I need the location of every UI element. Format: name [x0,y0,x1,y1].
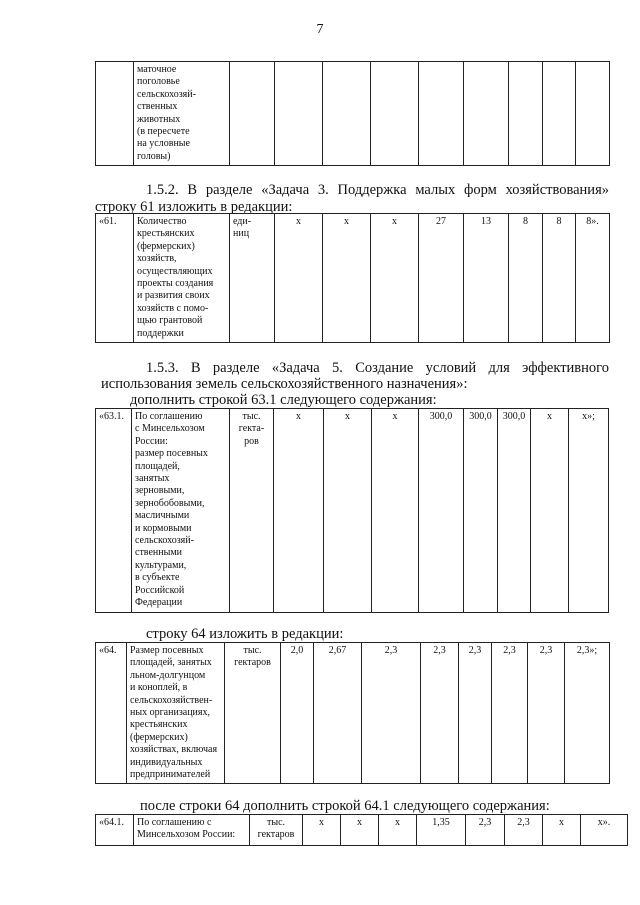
cell-value: х»; [569,409,609,613]
cell-value: 8 [543,214,576,343]
cell-number [96,62,134,166]
cell-unit [230,62,275,166]
cell-value [576,62,610,166]
cell-value: 13 [464,214,509,343]
cell-unit: тыс. гектаров [250,815,303,846]
cell-value [371,62,419,166]
paragraph-1-5-2-line2: строку 61 изложить в редакции: [95,199,293,215]
page-number: 7 [316,22,324,37]
cell-unit: тыс. гекта- ров [230,409,274,613]
cell-value: 2,3 [528,643,565,784]
cell-value: х [379,815,417,846]
cell-value: х [341,815,379,846]
cell-value [543,62,576,166]
paragraph-after-row-64: после строки 64 дополнить строкой 64.1 следующего содержания: [140,798,550,814]
cell-number: «64.1. [96,815,134,846]
cell-value: 2,3 [505,815,543,846]
cell-value [275,62,323,166]
cell-value: 8 [509,214,543,343]
cell-value: х [531,409,569,613]
paragraph-1-5-2-line1: 1.5.2. В разделе «Задача 3. Поддержка малых форм хозяйствования» [146,182,609,198]
cell-number: «64. [96,643,127,784]
cell-value: х [324,409,372,613]
paragraph-row-64: строку 64 изложить в редакции: [146,626,344,642]
cell-value: 27 [419,214,464,343]
paragraph-1-5-3-line1: 1.5.3. В разделе «Задача 5. Создание условий для эффективного [146,360,609,376]
paragraph-1-5-3-line3: дополнить строкой 63.1 следующего содержания: [130,392,437,408]
cell-value [323,62,371,166]
cell-value [464,62,509,166]
cell-value: 2,3 [421,643,459,784]
table-row-64 [95,642,610,784]
cell-value: 2,0 [281,643,314,784]
cell-value: х». [581,815,628,846]
cell-value: 2,3 [459,643,492,784]
cell-value: 2,3 [466,815,505,846]
cell-value [509,62,543,166]
cell-value: х [275,214,323,343]
table-row-61 [95,213,610,343]
cell-indicator: По соглашению с Минсельхозом России: [134,815,250,846]
cell-indicator: Количество крестьянских (фермерских) хозяйств, осуществляющих проекты создания и развития своих хозяйств с помо- щью грантовой поддержки [134,214,230,343]
table-row [96,62,610,166]
cell-value: х [323,214,371,343]
table-row-64-1 [95,814,628,846]
table-row-63-1 [95,408,609,613]
table-row [96,409,609,613]
table-row [96,214,610,343]
cell-value: 2,3 [362,643,421,784]
table-row [96,643,610,784]
cell-unit: еди- ниц [230,214,275,343]
cell-indicator: маточное поголовье сельскохозяй- ственных животных (в пересчете на условные головы) [134,62,230,166]
cell-number: «63.1. [96,409,132,613]
cell-value: 8». [576,214,610,343]
cell-value: 2,3»; [565,643,610,784]
cell-indicator: По соглашению с Минсельхозом России: размер посевных площадей, занятых зерновыми, зернобобовыми, масличными и кормовыми сельскохозяй- ственными культурами, в субъекте Российской Федерации [132,409,230,613]
cell-value: х [303,815,341,846]
table-row [96,815,628,846]
cell-value: 300,0 [498,409,531,613]
cell-value: 1,35 [417,815,466,846]
cell-indicator: Размер посевных площадей, занятых льном-долгунцом и коноплей, в сельскохозяйствен- ных организациях, крестьянских (фермерских) хозяйствах, включая индивидуальных предпринимателей [127,643,225,784]
cell-value: 2,3 [492,643,528,784]
cell-value: х [543,815,581,846]
cell-value [419,62,464,166]
paragraph-1-5-3-line2: использования земель сельскохозяйственного назначения»: [101,376,468,392]
cell-value: х [372,409,419,613]
cell-value: х [371,214,419,343]
cell-value: 2,67 [314,643,362,784]
cell-number: «61. [96,214,134,343]
cell-value: 300,0 [464,409,498,613]
table-continuation [95,61,610,166]
cell-unit: тыс. гектаров [225,643,281,784]
cell-value: 300,0 [419,409,464,613]
cell-value: х [274,409,324,613]
